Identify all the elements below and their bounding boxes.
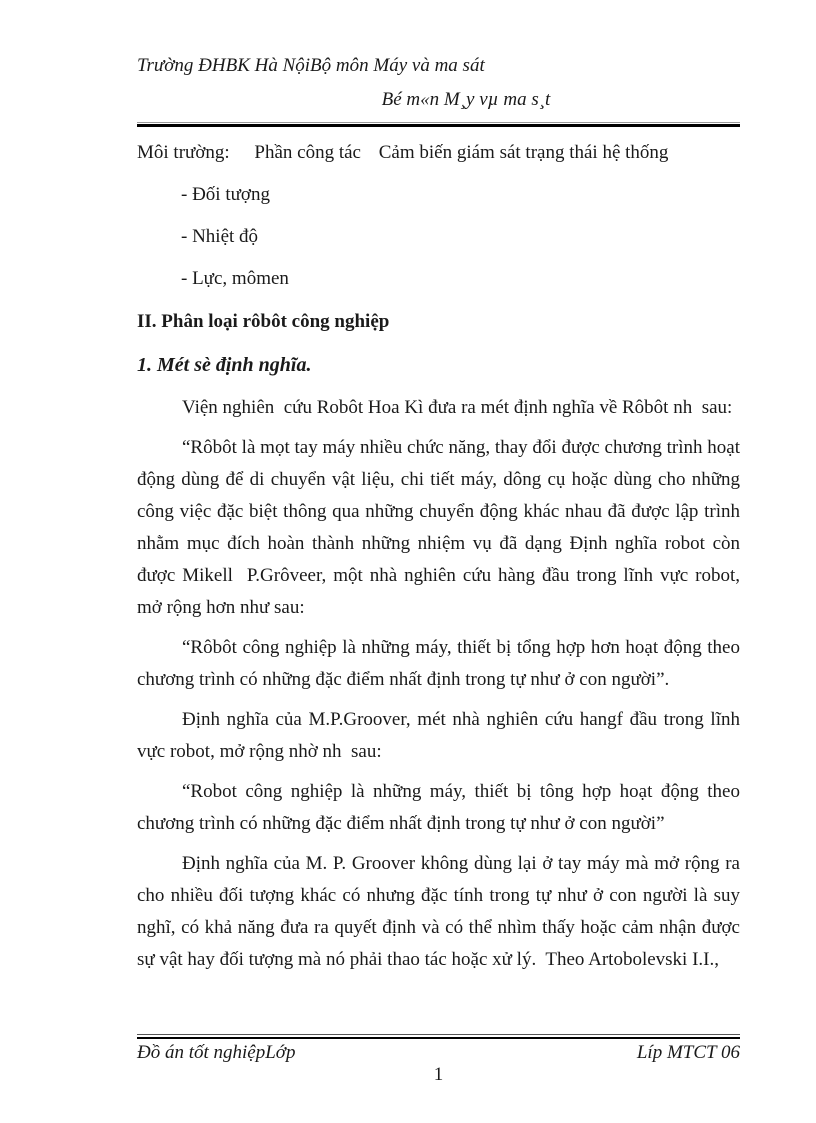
header-department-line: Bé m«n M¸y vµ ma s¸t [381,89,551,110]
paragraph: “Robot công nghiệp là những máy, thiết bị tông hợp hoạt động theo chương trình có những đặc điểm nhất định trong tự như ở con người” [137,781,745,834]
paragraph: Định nghĩa của M. P. Groover không dùng lại ở tay máy mà mở rộng ra cho nhiều đối tượng khác có nhưng đặc tính trong tự như ở con người là suy nghĩ, có khả năng đưa ra quyết định và có thể nhìm thấy hoặc cảm nhận được sự vật hay đối tượng mà nó phải thao tác hoặc xử lý. Theo Artobolevski I.I., [137,853,745,970]
bullet-item-temperature: - Nhiệt độ [181,226,259,247]
environment-row [137,142,740,163]
bullet-item-object: - Đối tượng [181,184,270,205]
section-heading: II. Phân loại rôbôt công nghiệp [137,311,390,332]
environment-col-sensor: Cảm biến giám sát trạng thái hệ thống [378,142,669,163]
paragraph: “Rôbôt công nghiệp là những máy, thiết bị tổng hợp hơn hoạt động theo chương trình có những đặc điểm nhất định trong tự như ở con người”. [137,637,745,690]
footer-left-text: Đồ án tốt nghiệpLớp [137,1042,296,1063]
paragraph: Viện nghiên cứu Robôt Hoa Kì đưa ra mét định nghĩa về Rôbôt nh sau: [182,397,733,418]
environment-label: Môi trường: [137,142,230,163]
page-footer [137,1034,740,1085]
environment-col-work-part: Phần công tác [254,142,361,163]
footer-text-row [137,1042,740,1063]
subsection-heading: 1. Mét sè định nghĩa. [137,354,312,376]
page-content [137,55,745,976]
footer-rule [137,1034,740,1039]
page-number: 1 [433,1064,444,1085]
bullet-item-force: - Lực, mômen [181,268,289,289]
footer-right-text: Líp MTCT 06 [636,1042,740,1063]
paragraph: Định nghĩa của M.P.Groover, mét nhà nghiên cứu hangf đầu trong lĩnh vực robot, mở rộng nhờ nh sau: [137,709,745,762]
header-school-line: Trường ĐHBK Hà NộiBộ môn Máy và ma sát [137,55,485,76]
header-rule [137,122,740,127]
paragraph: “Rôbôt là mọt tay máy nhiều chức năng, thay đổi được chương trình hoạt động dùng để di chuyển vật liệu, chi tiết máy, dông cụ hoặc dùng cho những công việc đặc biệt thông qua những chuyển động khác nhau đã được lập trình nhằm mục đích hoàn thành những nhiệm vụ đã dạng Định nghĩa robot còn được Mikell P.Grôveer, một nhà nghiên cứu hàng đầu trong lĩnh vực robot, mở rộng hơn như sau: [137,437,745,618]
